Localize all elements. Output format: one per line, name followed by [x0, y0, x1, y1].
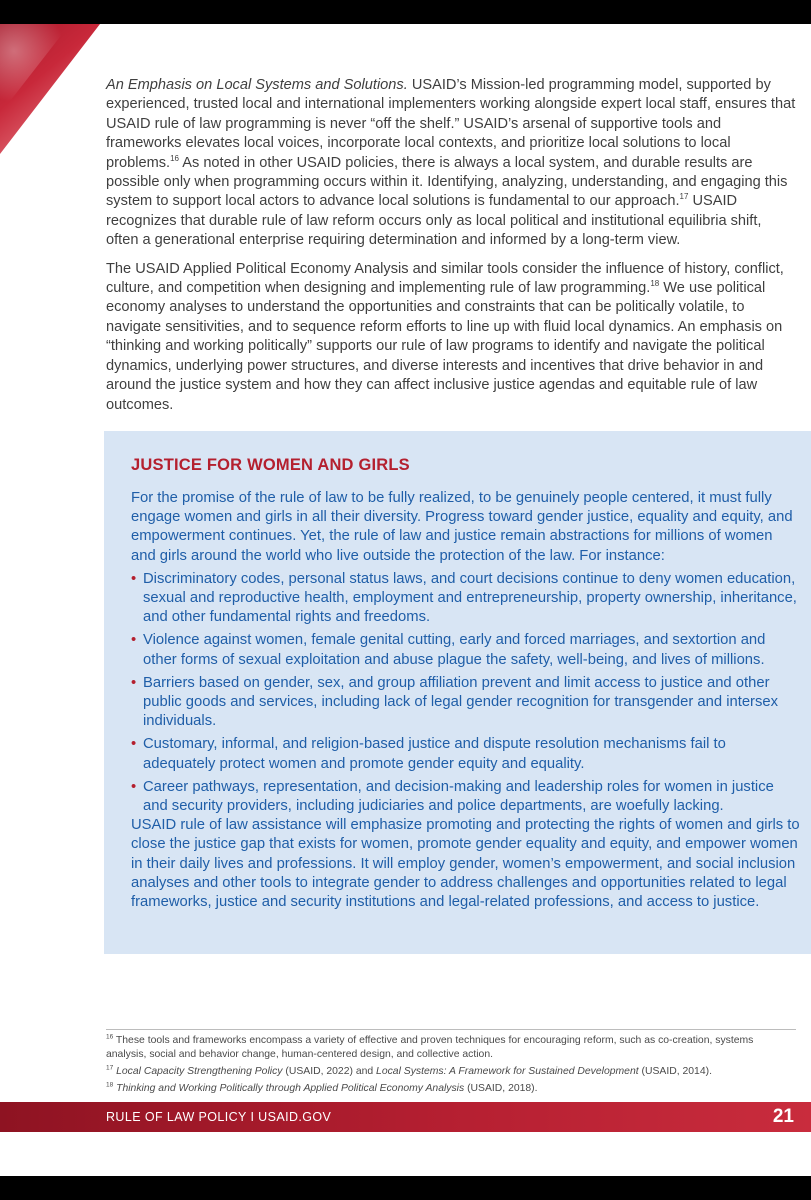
list-item-text: Customary, informal, and religion-based justice and dispute resolution mechanisms fail to adequately protect women and promote gender equity and equality. — [143, 736, 726, 772]
footnotes — [106, 1029, 796, 1099]
footnote-number: 16 — [106, 1033, 114, 1041]
bullet-icon: • — [131, 570, 137, 587]
footnote-text: (USAID, 2014). — [638, 1066, 712, 1077]
footnote-citation-title: Thinking and Working Politically through Applied Political Economy Analysis — [116, 1083, 465, 1094]
body-text — [106, 76, 796, 424]
footnote-ref-17[interactable]: 17 — [679, 192, 689, 202]
document-page — [0, 24, 811, 1176]
list-item-text: Barriers based on gender, sex, and group affiliation prevent and limit access to justice and other public goods and services, including lack of legal gender recognition for transgender and intersex individuals. — [143, 674, 779, 730]
bullet-icon: • — [131, 674, 137, 691]
paragraph-text: USAID recognizes that durable rule of law reform occurs only as local political and institutional equilibria shift, often a generational enterprise requiring determination and informed by a long-term view. — [106, 193, 762, 249]
list-item-text: Violence against women, female genital cutting, early and forced marriages, and sextortion and other forms of sexual exploitation and abuse plague the safety, well-being, and lives of millions. — [143, 632, 766, 668]
footnote-text: (USAID, 2022) and — [282, 1066, 377, 1077]
footnote-ref-18[interactable]: 18 — [650, 279, 660, 289]
paragraph-text: USAID’s Mission-led programming model, supported by experienced, trusted local and international implementers working alongside expert local staff, ensures that USAID rule of law programming is never “off the shelf.” USAID’s arsenal of supportive tools and frameworks elevates local voices, incorporate local contexts, and prioritize local solutions to local problems. — [106, 77, 796, 171]
list-item — [131, 631, 801, 669]
callout-body — [131, 489, 801, 912]
bullet-icon: • — [131, 632, 137, 649]
bullet-icon: • — [131, 778, 137, 795]
callout-intro: For the promise of the rule of law to be fully realized, to be genuinely people centered, it must fully engage women and girls in all their diversity. Progress toward gender justice, equality and equity, and empowerment continues. Yet, the rule of law and justice remain abstractions for millions of women and girls around the world who live outside the protection of the law. For instance: — [131, 490, 793, 564]
paragraph-political-economy — [106, 260, 796, 415]
paragraph-local-systems — [106, 76, 796, 251]
callout-box — [104, 431, 811, 954]
footnote-ref-16[interactable]: 16 — [170, 153, 179, 163]
list-item — [131, 735, 801, 773]
list-item-text: Career pathways, representation, and decision-making and leadership roles for women in justice and security providers, including judiciaries and police departments, are woefully lacking. — [143, 778, 774, 815]
lead-in-heading: An Emphasis on Local Systems and Solutions. — [106, 77, 408, 93]
footer-label: RULE OF LAW POLICY I USAID.GOV — [106, 1110, 332, 1124]
paragraph-text: We use political economy analyses to understand the opportunities and constraints that can be politically volatile, to navigate sensitivities, and to sequence reform efforts to line up with fluid local dynamics. An emphasis on “thinking and working politically” supports our rule of law programs to identify and navigate the political dynamics, underlying power structures, and diverse interests and incentives that drive behavior in and around the justice system and how they can affect inclusive justice agendas and equitable rule of law outcomes. — [106, 280, 783, 413]
footnote-citation-title: Local Systems: A Framework for Sustained Development — [376, 1066, 639, 1077]
footnote-number: 17 — [106, 1064, 114, 1072]
footnote-citation-title: Local Capacity Strengthening Policy — [116, 1066, 283, 1077]
list-item — [131, 778, 801, 816]
footnote-text: (USAID, 2018). — [464, 1083, 538, 1094]
footnote-text: These tools and frameworks encompass a variety of effective and proven techniques for encouraging reform, such as co-creation, systems analysis, social and behavior change, human-centered design, and collective action. — [106, 1035, 754, 1060]
footnote-18 — [106, 1082, 796, 1096]
footer-band — [0, 1102, 811, 1132]
list-item — [131, 674, 801, 732]
list-item-text: Discriminatory codes, personal status laws, and court decisions continue to deny women education, sexual and reproductive health, employment and entrepreneurship, property ownership, inheritance, and other fundamental rights and freedoms. — [143, 570, 797, 626]
paragraph-text: As noted in other USAID policies, there is always a local system, and durable results are possible only when programming occurs within it. Identifying, analyzing, understanding, and engaging this system to support local actors to advance local solutions is fundamental to our approach. — [106, 154, 788, 210]
bullet-icon: • — [131, 736, 137, 753]
callout-title: JUSTICE FOR WOMEN AND GIRLS — [131, 456, 410, 474]
list-item — [131, 570, 801, 628]
footnote-17 — [106, 1065, 796, 1079]
footnote-16 — [106, 1034, 796, 1062]
callout-bullet-list — [131, 570, 801, 816]
page-number: 21 — [772, 1106, 794, 1127]
footnote-number: 18 — [106, 1081, 114, 1089]
paragraph-text: The USAID Applied Political Economy Analysis and similar tools consider the influence of history, conflict, culture, and competition when designing and implementing rule of law programming. — [106, 260, 784, 297]
callout-closing: USAID rule of law assistance will emphasize promoting and protecting the rights of women and girls to close the justice gap that exists for women, promote gender equality and equity, and empower women in their daily lives and professions. It will employ gender, women’s empowerment, and social inclusion analyses and other tools to integrate gender to address challenges and opportunities related to legal frameworks, justice and security institutions and legal-related professions, and access to justice. — [131, 817, 800, 911]
